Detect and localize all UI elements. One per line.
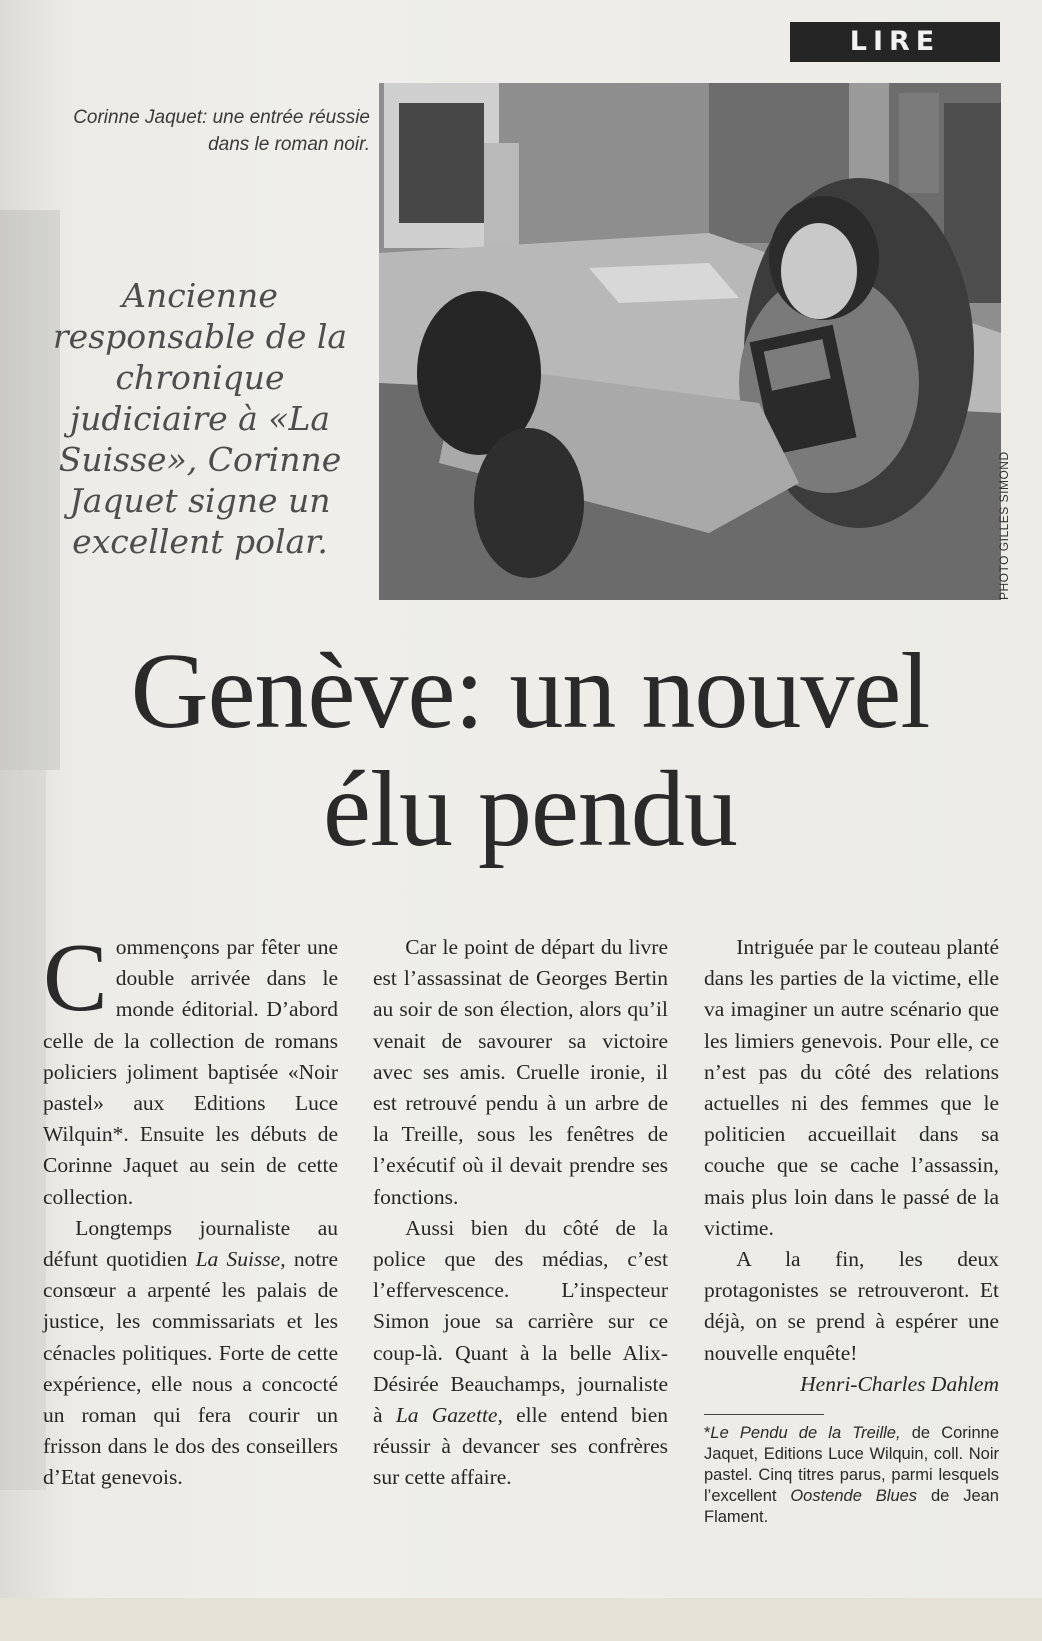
book-title: Oostende Blues <box>790 1487 918 1506</box>
headline <box>30 633 1030 869</box>
article-column-3 <box>704 932 999 1528</box>
article-column-1 <box>43 924 338 1494</box>
drop-cap: C <box>43 924 108 1031</box>
paragraph: A la fin, les deux protagonistes se retrouveront. Et déjà, on se prend à espérer une nouvelle enquête! <box>704 1247 999 1365</box>
article-lede: Ancienne responsable de la chronique judiciaire à «La Suisse», Corinne Jaquet signe un excellent polar. <box>52 276 348 561</box>
paragraph: Aussi bien du côté de la police que des médias, c’est l’effervescence. L’inspecteur Simon joue sa carrière sur ce coup-là. Quant à la belle Alix-Désirée Beauchamps, journaliste à La Gazette, elle entend bien réussir à devancer ses confrères sur cette affaire. <box>373 1215 668 1490</box>
paragraph: Longtemps journaliste au défunt quotidien La Suisse, notre consœur a arpenté les palais de justice, les commissariats et les cénacles politiques. Forte de cette expérience, elle nous a concocté un roman qui fera courir un frisson dans le dos des conseillers d’Etat genevois. <box>43 1215 338 1490</box>
paragraph: Commençons par fêter une double arrivée dans le monde éditorial. D’abord celle de la collection de romans policiers joliment baptisée «Noir pastel» aux Editions Luce Wilquin*. Ensuite les débuts de Corinne Jaquet au sein de cette collection. <box>43 924 338 1209</box>
article-column-2 <box>373 932 668 1494</box>
footnote: *Le Pendu de la Treille, de Corinne Jaquet, Editions Luce Wilquin, coll. Noir pastel. Cinq titres parus, parmi lesquels l’excellent Oostende Blues de Jean Flament. <box>704 1424 999 1527</box>
page-edge-shadow-lower <box>0 770 46 1490</box>
publication-name: La Gazette, <box>395 1403 503 1428</box>
author-signature: Henri-Charles Dahlem <box>800 1371 999 1396</box>
photo-caption: Corinne Jaquet: une entrée réussie dans le roman noir. <box>73 107 370 155</box>
headline-line-2: élu pendu <box>323 750 737 869</box>
paragraph: Car le point de départ du livre est l’assassinat de Georges Bertin au soir de son élection, alors qu’il venait de savourer sa victoire avec ses amis. Cruelle ironie, il est retrouvé pendu à un arbre de la Treille, sous les fenêtres de l’exécutif où il devait prendre ses fonctions. <box>373 935 668 1209</box>
article-photo <box>379 83 1001 600</box>
book-title: Le Pendu de la Treille, <box>710 1424 901 1443</box>
paragraph: Intriguée par le couteau planté dans les parties de la victime, elle va imaginer un autre scénario que les limiers genevois. Pour elle, ce n’est pas du côté des relations actuelles ni des femmes que le politicien accueillait dans sa couche que se cache l’assassin, mais plus loin dans le passé de la victime. <box>704 935 999 1240</box>
photo-credit: PHOTO GILLES SIMOND <box>997 451 1011 600</box>
section-tag: LIRE <box>790 22 1000 62</box>
photo-illustration <box>379 83 1001 600</box>
publication-name: La Suisse, <box>195 1247 286 1272</box>
bottom-margin <box>0 1598 1042 1641</box>
headline-line-1: Genève: un nouvel <box>130 632 930 751</box>
footnote-rule <box>704 1414 824 1415</box>
